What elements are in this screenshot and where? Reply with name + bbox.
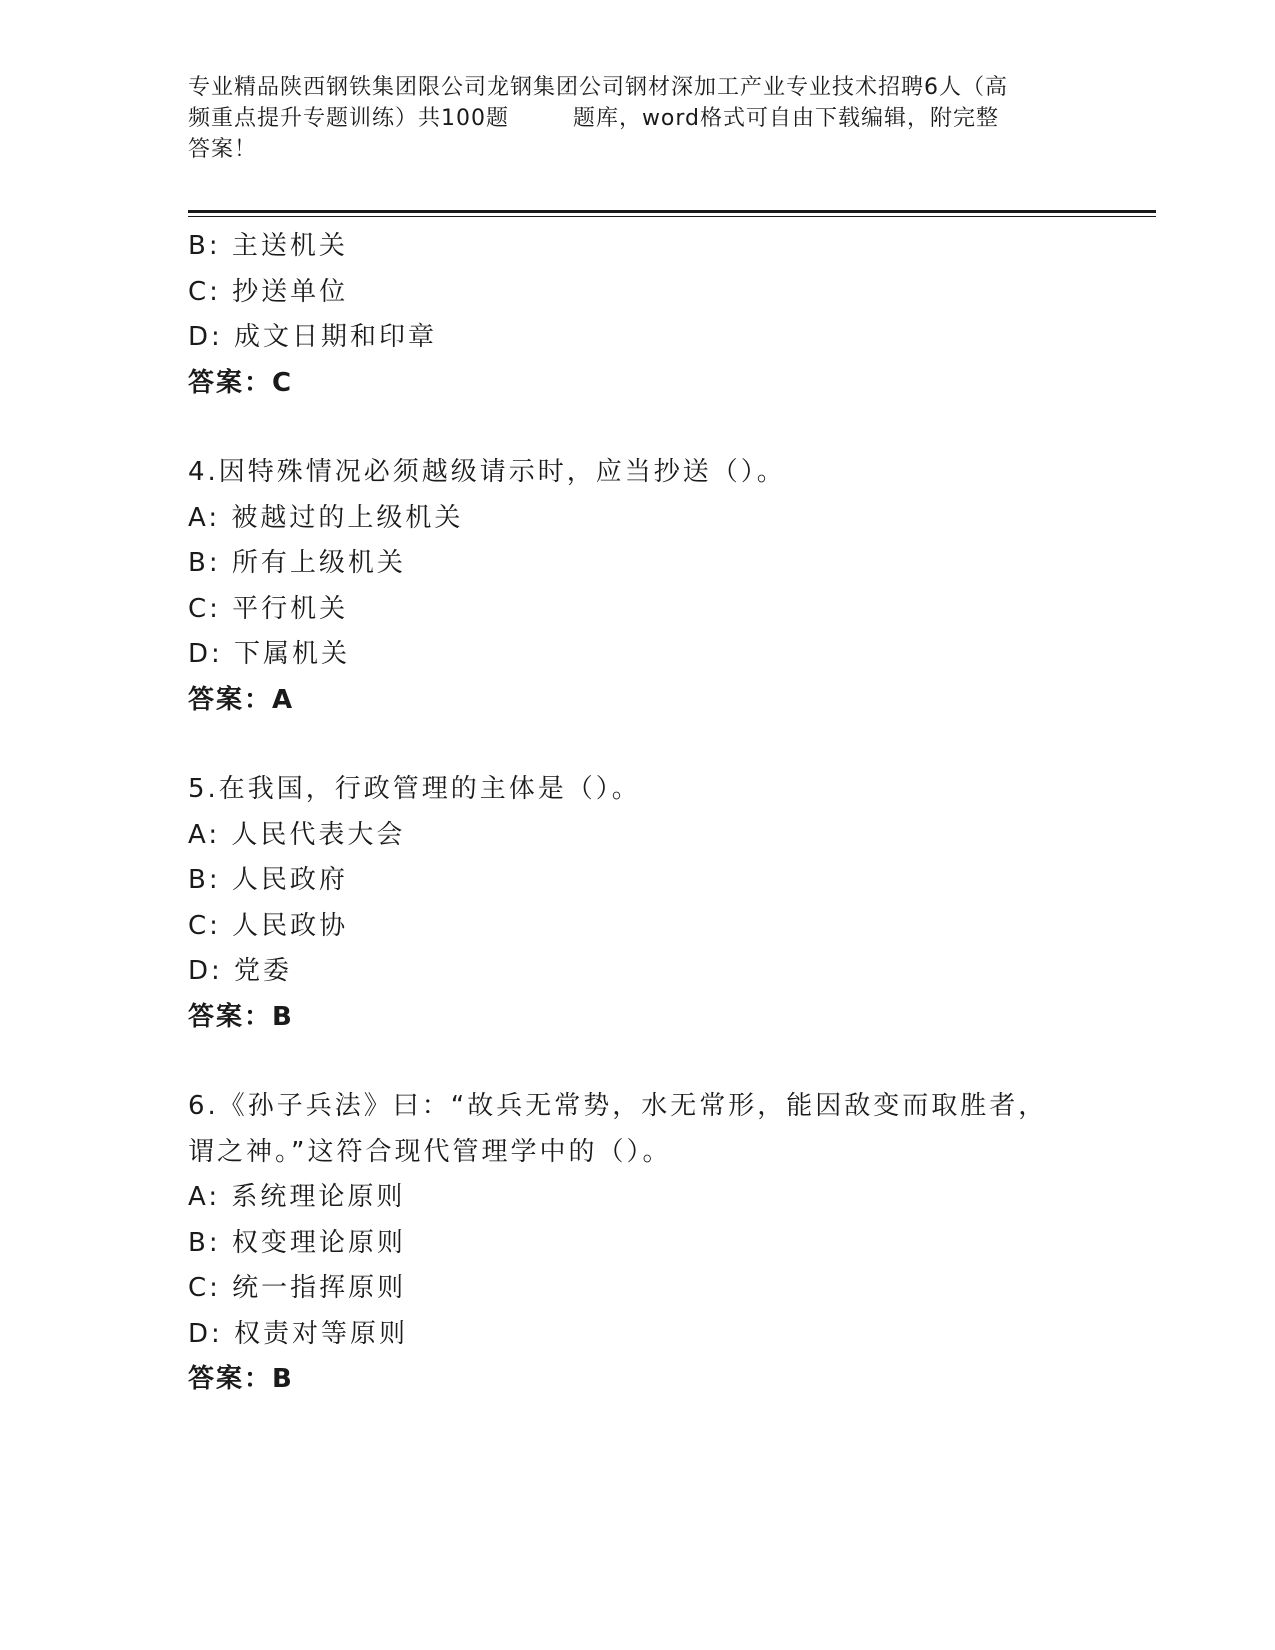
header-line-2: 频重点提升专题训练）共100题 题库，word格式可自由下载编辑，附完整: [188, 106, 1000, 131]
option-d: D: 成文日期和印章: [188, 322, 438, 352]
option-a: A: 被越过的上级机关: [188, 502, 464, 533]
answer-label: 答案：B: [188, 1001, 294, 1032]
question-4: [188, 450, 1128, 723]
answer-label: 答案：C: [188, 367, 294, 398]
option-c: C: 平行机关: [188, 593, 349, 624]
option-d: D: 权责对等原则: [188, 1318, 409, 1349]
question-5: [188, 767, 1128, 1040]
option-c: C: 抄送单位: [188, 276, 349, 307]
option-c: C: 人民政协: [188, 910, 349, 941]
question-stem-line-1: 6.《孙子兵法》曰：“故兵无常势，水无常形，能因敌变而取胜者，: [188, 1091, 1048, 1121]
option-a: A: 系统理论原则: [188, 1182, 406, 1212]
answer-label: 答案：B: [188, 1364, 294, 1394]
question-stem: 5.在我国，行政管理的主体是（）。: [188, 774, 641, 804]
question-stem: 4.因特殊情况必须越级请示时，应当抄送（）。: [188, 457, 786, 487]
answer-label: 答案：A: [188, 684, 295, 715]
option-d: D: 下属机关: [188, 639, 351, 669]
option-b: B: 主送机关: [188, 231, 348, 261]
option-b: B: 人民政府: [188, 865, 348, 895]
page-header: [188, 72, 1088, 165]
question-stem-line-2: 谓之神。”这符合现代管理学中的（）。: [188, 1136, 672, 1167]
option-a: A: 人民代表大会: [188, 819, 406, 850]
option-c: C: 统一指挥原则: [188, 1273, 407, 1303]
header-divider-thick: [188, 210, 1156, 213]
option-b: B: 权变理论原则: [188, 1227, 406, 1258]
question-3-continued: [188, 224, 1128, 406]
question-gap: [188, 406, 1128, 450]
question-gap: [188, 723, 1128, 767]
option-b: B: 所有上级机关: [188, 548, 406, 578]
question-list: [188, 224, 1128, 1403]
question-6: [188, 1084, 1128, 1403]
header-divider-thin: [188, 216, 1156, 217]
option-d: D: 党委: [188, 956, 293, 986]
question-gap: [188, 1040, 1128, 1084]
header-line-3: 答案！: [188, 137, 258, 162]
header-line-1: 专业精品陕西钢铁集团限公司龙钢集团公司钢材深加工产业专业技术招聘6人（高: [188, 75, 1008, 100]
